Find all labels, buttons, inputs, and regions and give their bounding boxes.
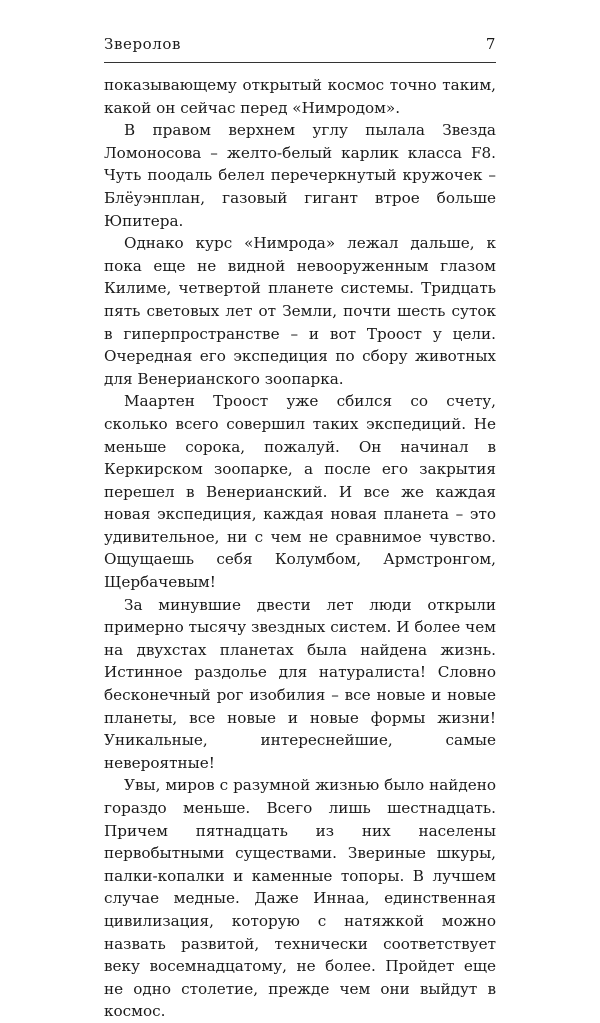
page-number: 7 xyxy=(485,35,496,53)
running-header xyxy=(104,35,496,57)
paragraph-6: Увы, миров с разумной жизнью было найдено гораздо меньше. Всего лишь шестнадцать. Причем пятнадцать из них населены первобытными существами. Звериные шкуры, палки-копалки и каменные топоры. В лучшем случае медные. Даже Иннаа, единственная цивилизация, которую с натяжкой можно назвать развитой, технически соответствует веку восемнадцатому, не более. Пройдет еще не одно столетие, прежде чем они выйдут в космос. xyxy=(104,776,496,1021)
paragraph-1: показывающему открытый космос точно таким, какой он сейчас перед «Нимродом». xyxy=(104,76,496,117)
body-text xyxy=(104,74,496,1023)
paragraph-3: Однако курс «Нимрода» лежал дальше, к пока еще не видной невооруженным глазом Килиме, четвертой планете системы. Тридцать пять световых лет от Земли, почти шесть суток в гиперпространстве – и вот Троост у цели. Очередная его экспедиция по сбору животных для Венерианского зоопарка. xyxy=(104,234,496,388)
paragraph-5: За минувшие двести лет люди открыли примерно тысячу звездных систем. И более чем на двухстах планетах была найдена жизнь. Истинное раздолье для натуралиста! Словно бесконечный рог изобилия – все новые и новые планеты, все новые и новые формы жизни! Уникальные, интереснейшие, самые невероятные! xyxy=(104,595,496,772)
header-divider xyxy=(104,62,496,63)
paragraph-2: В правом верхнем углу пылала Звезда Ломоносова – желто-белый карлик класса F8. Чуть поодаль белел перечеркнутый кружочек – Блёуэнплан, газовый гигант втрое больше Юпитера. xyxy=(104,121,496,230)
running-title: Зверолов xyxy=(104,35,182,53)
paragraph-4: Маартен Троост уже сбился со счету, сколько всего совершил таких экспедиций. Не меньше сорока, пожалуй. Он начинал в Керкирском зоопарке, а после его закрытия перешел в Венерианский. И все же каждая новая экспедиция, каждая новая планета – это удивительное, ни с чем не сравнимое чувство. Ощущаешь себя Колумбом, Армстронгом, Щербачевым! xyxy=(104,392,496,592)
